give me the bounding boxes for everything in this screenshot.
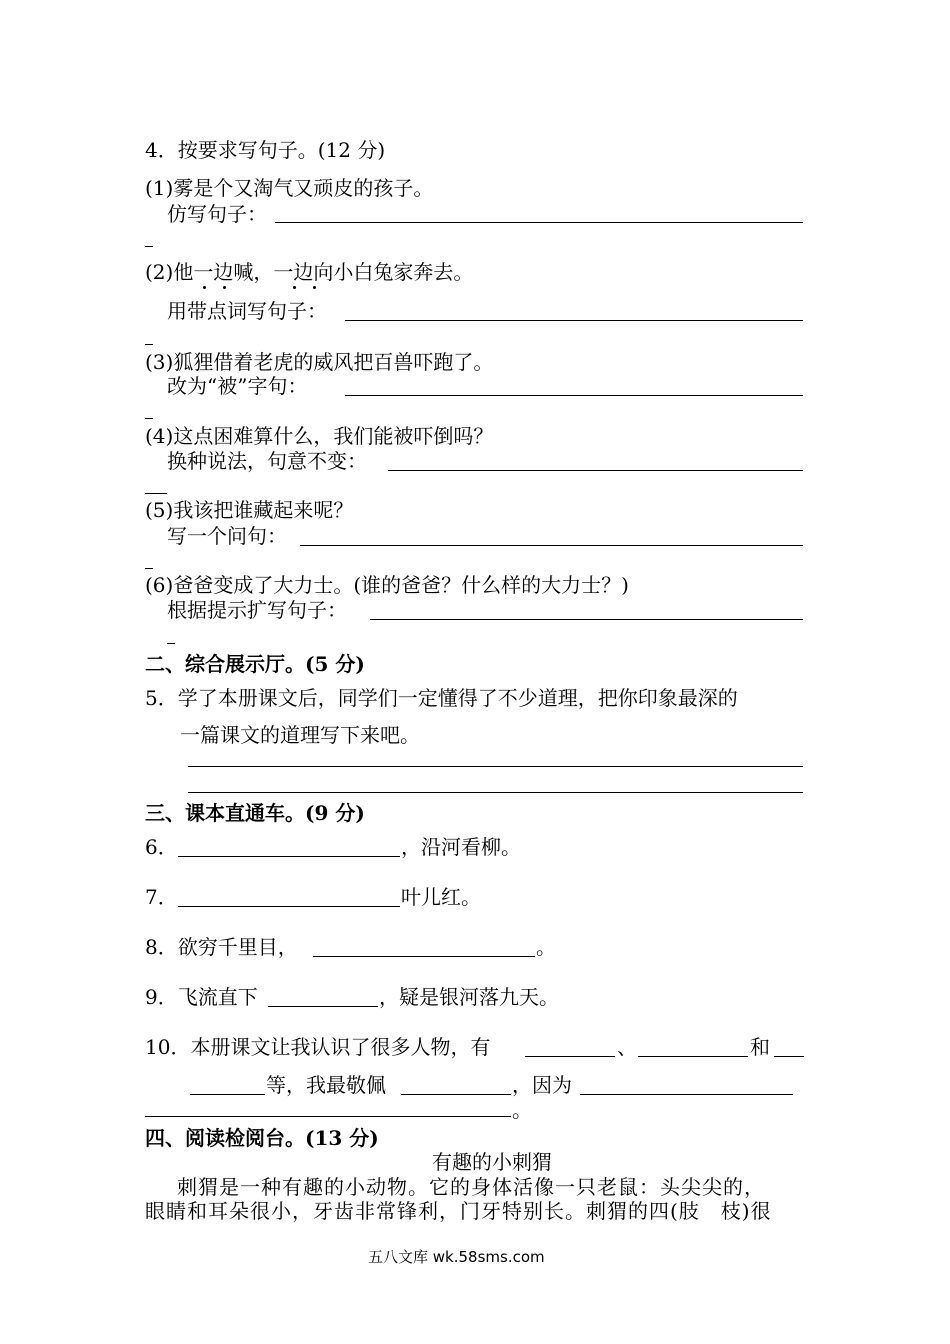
q4-item2-prompt: 用带点词写句子： — [167, 299, 327, 323]
reading-paragraph-line1: 刺猬是一种有趣的小动物。它的身体活像一只老鼠：头尖尖的， — [177, 1175, 765, 1199]
q4-item3-answer-line-wrap — [145, 418, 153, 419]
emphasis-dot — [223, 286, 226, 289]
q6-text: ，沿河看柳。 — [401, 835, 521, 859]
section3-heading: 三、课本直通车。(9 分) — [145, 801, 365, 825]
q10-end: 。 — [512, 1098, 532, 1122]
q8-end: 。 — [536, 935, 556, 959]
q5-answer-line[interactable] — [188, 792, 803, 793]
q7-number: 7． — [145, 885, 178, 909]
q10-blank-5[interactable] — [580, 1094, 793, 1095]
q10-blank-4[interactable] — [401, 1094, 511, 1095]
q4-item2-answer-line-wrap — [145, 344, 153, 345]
q10-blank-3-wrap[interactable] — [190, 1094, 265, 1095]
reading-title: 有趣的小刺猬 — [432, 1150, 552, 1174]
emphasis-dot — [293, 286, 296, 289]
q7-blank[interactable] — [178, 906, 400, 907]
q6-blank[interactable] — [178, 856, 400, 857]
q4-item3-answer-line[interactable] — [345, 395, 803, 396]
q4-item5-sentence: (5)我该把谁藏起来呢？ — [145, 498, 354, 522]
q4-item6-answer-line-wrap — [167, 643, 175, 644]
q4-item4-answer-line-wrap — [145, 493, 167, 494]
q4-item1-prompt: 仿写句子： — [167, 202, 267, 226]
section2-heading: 二、综合展示厅。(5 分) — [145, 652, 365, 676]
q4-item5-answer-line-wrap — [145, 568, 153, 569]
q4-item6-prompt: 根据提示扩写句子： — [167, 598, 347, 622]
q4-item5-answer-line[interactable] — [300, 545, 803, 546]
emphasis-dot — [313, 286, 316, 289]
q4-heading: 4．按要求写句子。(12 分) — [145, 138, 386, 162]
q10-blank-2[interactable] — [638, 1056, 748, 1057]
q4-item6-answer-line[interactable] — [370, 619, 803, 620]
q5-text-line2: 一篇课文的道理写下来吧。 — [180, 723, 420, 747]
q7-text: 叶儿红。 — [401, 885, 481, 909]
q10-mid: 等，我最敬佩 — [266, 1073, 386, 1097]
q4-item4-sentence: (4)这点困难算什么，我们能被吓倒吗？ — [145, 424, 494, 448]
q4-item1-sentence: (1)雾是个又淘气又顽皮的孩子。 — [145, 176, 434, 200]
reading-paragraph-line2: 眼睛和耳朵很小，牙齿非常锋利，门牙特别长。刺猬的四(肢 枝)很 — [145, 1199, 772, 1223]
q10-blank-1[interactable] — [525, 1056, 615, 1057]
q5-text-line1: 5．学了本册课文后，同学们一定懂得了不少道理，把你印象最深的 — [145, 686, 738, 710]
q10-blank-5-wrap[interactable] — [145, 1116, 511, 1117]
q4-item2-answer-line[interactable] — [345, 320, 803, 321]
q4-item5-prompt: 写一个问句： — [167, 524, 287, 548]
emphasis-dot — [203, 286, 206, 289]
q4-item4-prompt: 换种说法，句意不变： — [167, 449, 367, 473]
q8-blank[interactable] — [313, 956, 535, 957]
q9-blank[interactable] — [268, 1006, 378, 1007]
q4-item2-sentence: (2)他一边喊，一边向小白兔家奔去。 — [145, 260, 474, 284]
q4-item4-answer-line[interactable] — [388, 470, 803, 471]
q4-item3-prompt: 改为“被”字句： — [167, 374, 308, 398]
q4-item1-answer-line-wrap — [145, 246, 153, 247]
q6-number: 6． — [145, 835, 178, 859]
q9-text-after: ，疑是银河落九天。 — [379, 985, 559, 1009]
q10-sep1: 、 — [617, 1035, 637, 1059]
q4-item3-sentence: (3)狐狸借着老虎的威风把百兽吓跑了。 — [145, 350, 494, 374]
q10-because: ，因为 — [512, 1073, 572, 1097]
footer-watermark: 五八文库 wk.58sms.com — [368, 1248, 545, 1266]
q10-text: 10．本册课文让我认识了很多人物，有 — [145, 1035, 491, 1059]
section4-heading: 四、阅读检阅台。(13 分) — [145, 1126, 379, 1150]
q5-answer-line[interactable] — [188, 766, 803, 767]
q10-sep2: 和 — [750, 1035, 770, 1059]
q4-item1-answer-line[interactable] — [275, 222, 803, 223]
q9-text: 9．飞流直下 — [145, 985, 258, 1009]
q8-text: 8．欲穷千里目， — [145, 935, 298, 959]
q10-blank-3[interactable] — [774, 1056, 804, 1057]
q4-item6-sentence: (6)爸爸变成了大力士。(谁的爸爸？什么样的大力士？) — [145, 573, 629, 597]
